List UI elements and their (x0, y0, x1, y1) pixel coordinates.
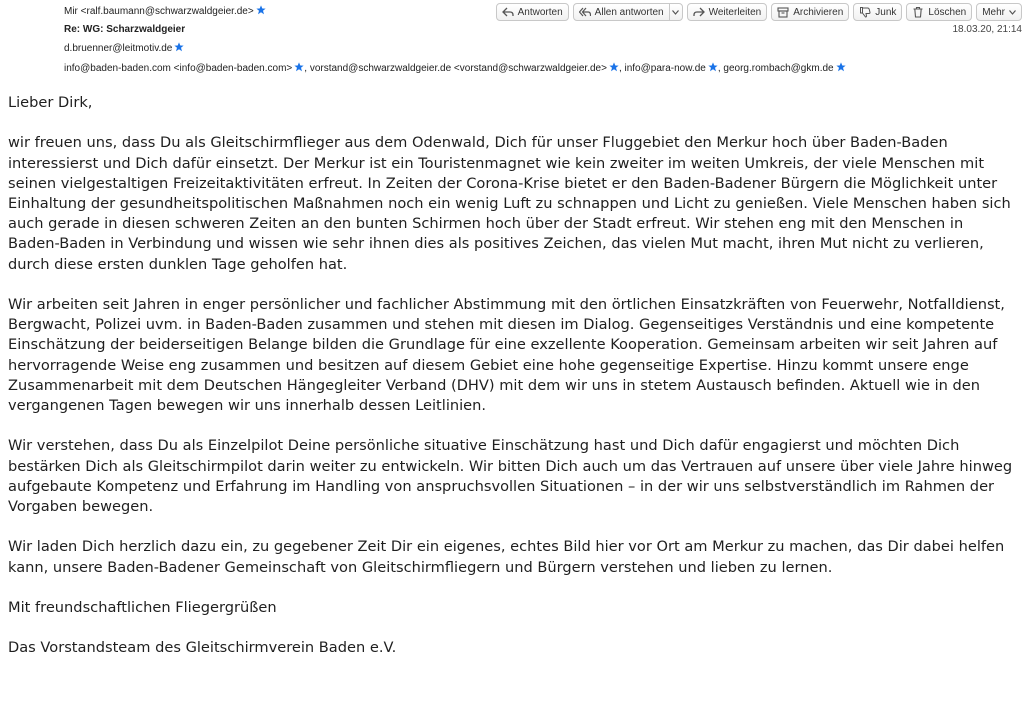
reply-label: Antworten (517, 6, 563, 18)
star-icon (609, 62, 619, 72)
delete-label: Löschen (928, 6, 967, 18)
star-icon (294, 62, 304, 72)
chevron-down-icon (1009, 10, 1016, 15)
forward-label: Weiterleiten (708, 6, 762, 18)
from-value[interactable] (64, 4, 266, 20)
star-icon (708, 62, 718, 72)
thumbs-down-icon (859, 6, 871, 18)
archive-label: Archivieren (793, 6, 844, 18)
message-toolbar (496, 3, 1022, 21)
reply-all-dropdown[interactable] (669, 4, 682, 20)
paragraph: Wir verstehen, dass Du als Einzelpilot Deine persönliche situative Einschätzung hast und Dich dafür engagierst und möchten Dich bestärken Dich als Gleitschirmpilot darin weiter zu entwickeln. Wir bitten Dich auch um das Vertrauen auf unsere über viele Jahre hinweg aufgebaute Kompetenz und Erfahrung im Handling von anspruchsvollen Situationen – in der wir uns selbstverständlich im Rahmen der Vorgaben bewegen. (8, 437, 1013, 516)
cc-address[interactable]: info@para-now.de (624, 63, 706, 74)
more-label: Mehr (982, 6, 1005, 18)
cc-address[interactable]: georg.rombach@gkm.de (723, 63, 834, 74)
archive-button[interactable] (771, 3, 849, 21)
junk-button[interactable] (853, 3, 902, 21)
more-button[interactable] (976, 3, 1022, 21)
reply-button[interactable] (496, 3, 569, 21)
to-value[interactable] (64, 41, 184, 57)
message-date: 18.03.20, 21:14 (952, 24, 1022, 35)
delete-button[interactable] (906, 3, 972, 21)
star-icon (836, 62, 846, 72)
star-icon (256, 5, 266, 15)
cc-list: info@baden-baden.com <info@baden-baden.com> , vorstand@schwarzwaldgeier.de <vorstand@schwarzwaldgeier.de> , info@para-now.de , georg.rombach@gkm.de (64, 61, 846, 77)
subject-value: Re: WG: Scharzwaldgeier (64, 24, 186, 35)
reply-all-main[interactable] (574, 4, 669, 20)
cc-address[interactable]: vorstand@schwarzwaldgeier.de <vorstand@schwarzwaldgeier.de> (309, 63, 607, 74)
reply-all-button[interactable] (573, 3, 683, 21)
archive-box-icon (777, 6, 789, 18)
to-address[interactable]: d.bruenner@leitmotiv.de (64, 43, 173, 54)
forward-button[interactable] (687, 3, 768, 21)
chevron-down-icon (672, 10, 679, 15)
junk-label: Junk (875, 6, 897, 18)
message-header (0, 0, 1030, 80)
message-body (8, 93, 1018, 679)
closing: Mit freundschaftlichen Fliegergrüßen (8, 599, 277, 616)
forward-arrow-icon (693, 6, 705, 18)
reply-all-arrow-icon (579, 6, 591, 18)
from-address[interactable]: Mir <ralf.baumann@schwarzwaldgeier.de> (64, 6, 254, 17)
trash-icon (912, 6, 924, 18)
cc-address[interactable]: info@baden-baden.com <info@baden-baden.com> (64, 63, 293, 74)
star-icon (174, 42, 184, 52)
paragraph: Wir arbeiten seit Jahren in enger persönlicher und fachlicher Abstimmung mit den örtlichen Einsatzkräften von Feuerwehr, Notfalldienst, Bergwacht, Polizei uvm. in Baden-Baden zusammen und stehen mit diesen im Dialog. Gegenseitiges Verständnis und eine kompetente Einschätzung der beiderseitigen Belange bilden die Grundlage für eine exzellente Kooperation. Gemeinsam arbeiten wir seit Jahren auf hervorragende Weise eng zusammen und besitzen auf diesem Gebiet eine hohe gegenseitige Expertise. Hinzu kommt unsere enge Zusammenarbeit mit dem Deutschen Hängegleiter Verband (DHV) mit dem wir uns in stetem Austausch befinden. Aktuell wie in den vergangenen Tagen bewegen wir uns innerhalb dessen Leitlinien. (8, 296, 1005, 415)
paragraph: wir freuen uns, dass Du als Gleitschirmflieger aus dem Odenwald, Dich für unser Fluggebiet den Merkur hoch über Baden-Baden interessierst und Dich dafür einsetzt. Der Merkur ist ein Touristenmagnet wie kein zweiter im weiten Umkreis, der viele Menschen mit seinen vielgestaltigen Freizeitaktivitäten erfreut. In Zeiten der Corona-Krise bietet er den Baden-Badener Bürgern die Möglichkeit unter Einhaltung der gesundheitspolitischen Maßnahmen noch ein wenig Luft zu schnappen und Licht zu genießen. Viele Menschen haben sich auch gerade in diesen schweren Zeiten an den bunten Schirmen hoch über der Stadt erfreut. Wir stehen eng mit den Menschen in Baden-Baden in Verbindung und wissen wie sehr ihnen dies als positives Zeichen, das vielen Mut macht, ihren Mut nicht zu verlieren, durch diese ersten dunklen Tage geholfen hat. (8, 134, 1011, 273)
reply-all-label: Allen antworten (594, 6, 664, 18)
paragraph: Wir laden Dich herzlich dazu ein, zu gegebener Zeit Dir ein eigenes, echtes Bild hier vor Ort am Merkur zu machen, das Dir dabei helfen kann, unsere Baden-Badener Gemeinschaft von Gleitschirmfliegern und Bürgern verstehen und lieben zu lernen. (8, 538, 1005, 576)
reply-arrow-icon (502, 6, 514, 18)
signature: Das Vorstandsteam des Gleitschirmverein Baden e.V. (8, 639, 397, 657)
greeting: Lieber Dirk, (8, 94, 93, 111)
